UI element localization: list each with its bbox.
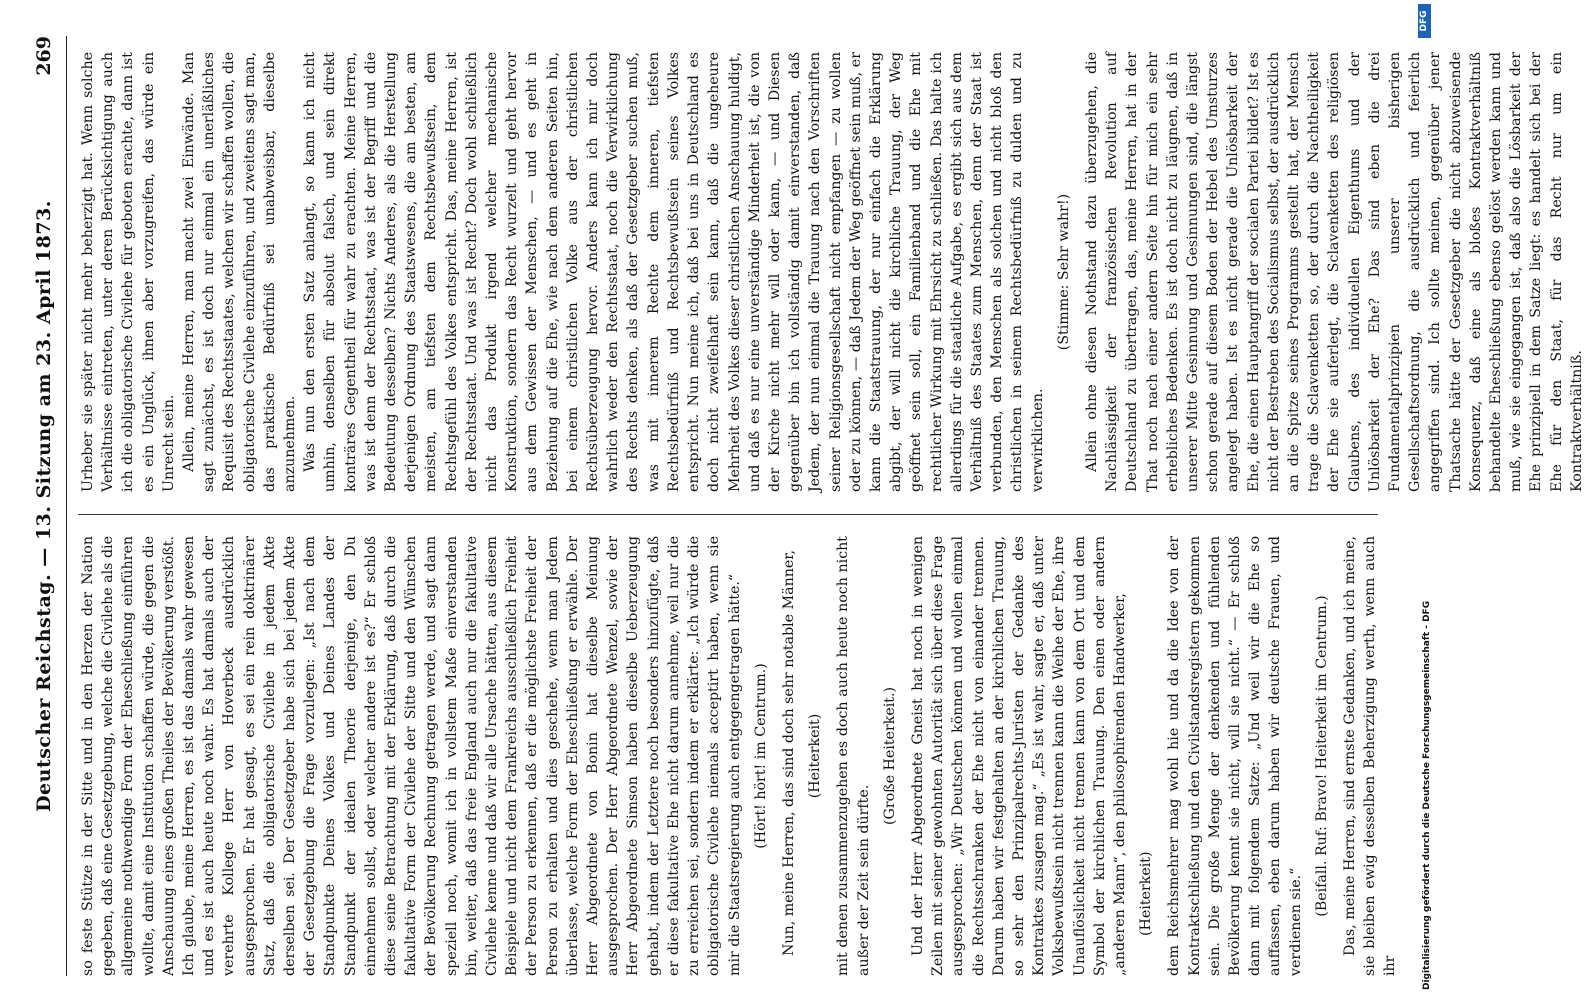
paragraph-continuation: dem Reichsmehrer mag wohl hie und da die Idee von der Kontraktschließung und den Civilstandsregistern gekommen sein. Die große Menge der denkenden und fühlenden Bevölkerung kennt sie nicht, will sie nicht.“ — Er schloß dann mit folgendem Satze: „Und weil wir die Ehe so auffassen, eben darum haben wir deutsche Frauen, und verdienen sie.“ — [1166, 536, 1304, 976]
page-number: 269 — [33, 36, 55, 76]
interjection: (Stimme: Sehr wahr!) — [1055, 193, 1072, 351]
interjection: (Große Heiterkeit.) — [881, 686, 898, 826]
dfg-logo: DFG — [1418, 4, 1431, 38]
right-column — [78, 52, 1585, 492]
paragraph-continuation: Urheber sie später nicht mehr beherzigt hat. Wenn solche Verhältnisse eintreten, unter deren Berücksichtigung auch ich die obligatorische Civilehe für geboten erachte, dann ist es ein Unglück, ihnen aber vorzugreifen, das würde ein Unrecht sein. — [80, 52, 177, 492]
interjection: (Hört! hört! im Centrum.) — [752, 663, 769, 849]
interjection: (Heiterkeit) — [1138, 851, 1155, 936]
interjection: (Heiterkeit) — [807, 713, 824, 799]
paragraph: Allein, meine Herren, man macht zwei Einwände. Man sagt zunächst, es ist doch nur einmal ein unerläßliches Requisit des Rechtsstaates, welchen wir schaffen wollen, die obligatorische Civilehe einzuführen, und zweitens sagt man, das praktische Bedürfniß sei unabweisbar, dieselbe anzunehmen. — [181, 52, 299, 492]
paragraph: Was nun den ersten Satz anlangt, so kann ich nicht umhin, denselben für absolut falsch, und sein direkt konträres Gegentheil für wahr zu erachten. Meine Herren, was ist denn der Rechtsstaat, was ist der Begriff und die Bedeutung desselben? Nichts Anderes, als die Herstellung derjenigen Ordnung des Staatswesens, die am besten, am meisten, am tiefsten dem Rechtsbewußtsein, dem Rechtsgefühl des Volkes entspricht. Das, meine Herren, ist der Rechtsstaat. Und was ist Recht? Doch wohl schließlich nicht das Produkt irgend welcher mechanische Konstruktion, sondern das Recht wurzelt und geht hervor aus dem Gewissen der Menschen, — und es geht in Beziehung auf die Ehe, wie nach dem anderen Seiten hin, bei einem christlichen Volke aus der christlichen Rechtsüberzeugung hervor. Anders kann ich mir doch wahrlich weder den Rechtsstaat, noch die Verwirklichung des Rechts denken, als daß der Gesetzgeber suchen muß, was mit innerem Rechte dem inneren, tiefsten Rechtsbedürfniß und Rechtsbewußtsein seines Volkes entspricht. Nun meine ich, daß bei uns in Deutschland es doch nicht zweifelhaft sein kann, daß die ungeheure Mehrheit des Volkes dieser christlichen Anschauung huldigt, und daß es nur eine unverständige Minderheit ist, die von der Kirche nicht mehr will oder kann, — und Diesen gegenüber bin ich vollständig damit einverstanden, daß Jedem, der nun einmal die Trauung nach den Vorschriften seiner Religionsgesellschaft nicht empfangen — zu wollen oder zu können, — daß Jedem der Weg geöffnet sein muß, er kann die Staatstrauung, der nur einfach die Erklärung abgibt, der will nicht die kirchliche Trauung, der Weg geöffnet sein soll, ein Familienband und die Ehe mit rechtlicher Wirkung mit Ehrsicht zu schließen. Das halte ich allerdings für die staatliche Aufgabe, es ergibt sich aus dem Verhältniß des Staates zum Menschen, denn der Staat ist verbunden, den Menschen als solchen und nicht bloß den christlichen in seinem Rechtsbedürfniß zu dulden und zu verwirklichen. — [302, 52, 1046, 492]
running-header — [26, 36, 67, 976]
column-divider — [78, 514, 1378, 515]
paragraph-continuation: so feste Stütze in der Sitte und in den Herzen der Nation gegeben, daß eine Gesetzgebung, welche die Civilehe als die allgemeine nothwendige Form der Eheschließung einführen wollte, damit eine Institution schaffen würde, die gegen die Anschauung eines großen Theiles der Bevölkerung verstößt. Ich glaube, meine Herren, es ist das damals wahr gewesen und es ist auch heute noch wahr. Es hat damals auch der verehrte Kollege Herr von Hoverbeck ausdrücklich ausgesprochen. Er hat gesagt, es sei ein rein doktrinärer Satz, daß die obligatorische Civilehe in jedem Akte derselben sei. Der Gesetzgeber habe sich bei jedem Akte der Gesetzgebung die Frage vorzulegen: „Ist nach dem Standpunkte Deines Volkes und Deines Landes der Standpunkt der idealen Theorie derjenige, den Du einnehmen sollst, oder welcher andere ist es?“ Er schloß diese seine Betrachtung mit der Erklärung, daß durch die fakultative Form der Civilehe der Sitte und den Wünschen der Bevölkerung Rechnung getragen werde, und sagt dann speziell noch, womit ich in vollstem Maße einverstanden bin, weiter, daß das freie England auch nur die fakultative Civilehe kenne und daß wir alle Ursache hätten, aus diesem Beispiele und nicht dem Frankreichs ausschließlich Freiheit der Person zu erkennen, daß er die möglichste Freiheit der Person zu erhalten und dies geschehe, wenn man Jedem überlasse, welche Form der Eheschließung er erwähle. Der Herr Abgeordnete von Bonin hat dieselbe Meinung ausgesprochen. Der Herr Abgeordnete Wenzel, sowie der Herr Abgeordnete Simson haben dieselbe Ueberzeugung gehabt, indem der Letztere noch besonders hinzufügte, daß er diese fakultative Ehe nicht darum annehme, weil nur die zu erreichen sei, sondern indem er erklärte: „Ich würde die obligatorische Civilehe niemals acceptirt haben, wenn sie mir die Staatsregierung auch entgegengetragen hätte.“ — [80, 536, 743, 976]
paragraph-continuation: mit denen zusammenzugehen es doch auch heute noch nicht außer der Zeit sein dürfte. — [835, 536, 872, 976]
left-column — [78, 536, 1399, 976]
paragraph: Allein ohne diesen Nothstand dazu überzugehen, die Nachlässigkeit der französischen Revolution auf Deutschland zu übertragen, das, meine Herren, hat in der That noch nach einer andern Seite hin für mich ein sehr erhebliches Bedenken. Es ist doch nicht zu läugnen, daß in unserer Mitte Gesinnung und Gesinnungen sind, die längst schon gerade auf diesem Boden der Hebel des Umsturzes angelegt haben. Ist es nicht gerade die Unlösbarkeit der Ehe, die einen Hauptangriff der socialen Partei bildet? Ist es nicht der Bestreben des Socialismus selbst, der ausdrücklich an die Spitze seines Programms gestellt hat, der Mensch trage die Sclavenketten so, der durch die Nachtheiligkeit der Ehe sie auferlegt, die Sclavenketten des religiösen Glaubens, des individuellen Eigenthums und der Unlösbarkeit der Ehe? Das sind eben die drei Fundamentalprinzipien unserer bisherigen Gesellschaftsordnung, die ausdrücklich und feierlich angegriffen sind. Ich sollte meinen, gegenüber jener Thatsache hätte der Gesetzgeber die nicht abzuweisende Konsequenz, daß eine als bloßes Kontraktverhältniß behandelte Eheschließung ebenso gelöst werden kann und muß, wie sie eingegangen ist, daß also die Lösbarkeit der Ehe prinzipiell in dem Satze liegt: es handelt sich bei der Ehe für den Staat, für das Recht nur um ein Kontraktverhältniß. — [1083, 52, 1585, 492]
digitization-credit: Digitalisierung gefördert durch die Deutsche Forschungsgemeinschaft - DFG — [1422, 600, 1432, 990]
paragraph: Das, meine Herren, sind ernste Gedanken, und ich meine, sie bleiben ewig desselben Beherzigung werth, wenn auch ihr — [1341, 536, 1399, 976]
interjection: (Beifall. Ruf: Bravo! Heiterkeit im Centrum.) — [1313, 595, 1330, 917]
paragraph: Und der Herr Abgeordnete Gneist hat noch in wenigen Zeilen mit seiner gewohnten Autorität sich über diese Frage ausgesprochen: „Wir Deutschen können und wollen einmal die Rechtsschranken der Ehe nicht von einander trennen. Darum haben wir festgehalten an der kirchlichen Trauung, so sehr den Prinzipalrechts-Juristen der Gedanke des Kontraktes zusagen mag.“ „Es ist wahr, sagte er, daß unter Volksbewußtsein nicht trennen kann die Weihe der Ehe, ihre Unauflöslichkeit nicht trennen kann von dem Ort und dem Symbol der kirchlichen Trauung. Den einen oder andern „anderen Mann“, den philosophirenden Handwerker, — [909, 536, 1128, 976]
running-title: Deutscher Reichstag. — 13. Sitzung am 23. April 1873. — [33, 200, 55, 812]
paragraph: Nun, meine Herren, das sind doch sehr notable Männer, — [780, 550, 797, 956]
